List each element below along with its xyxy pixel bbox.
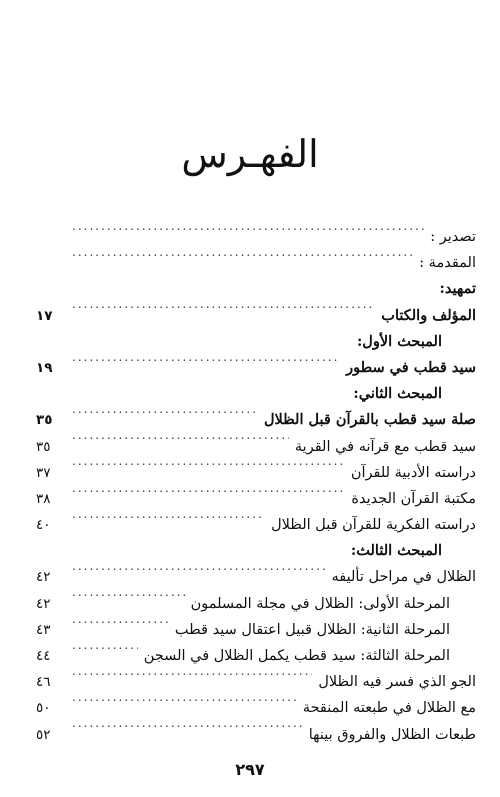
toc-entry-page: ١٧ bbox=[36, 307, 53, 324]
toc-entry-page: ٣٥ bbox=[36, 412, 53, 429]
toc-entry-page: ١٩ bbox=[36, 359, 53, 376]
dot-leader bbox=[72, 515, 265, 530]
page-number: ٢٩٧ bbox=[235, 760, 265, 779]
dot-leader bbox=[72, 567, 326, 582]
toc-entry-page: ٤٣ bbox=[36, 621, 51, 638]
table-of-contents bbox=[36, 224, 476, 748]
toc-entry[interactable] bbox=[36, 224, 476, 250]
toc-entry[interactable] bbox=[36, 669, 476, 695]
dot-leader bbox=[72, 410, 258, 425]
dot-leader bbox=[72, 227, 424, 242]
toc-entry[interactable] bbox=[36, 486, 476, 512]
toc-entry-label: الجو الذي فسر فيه الظلال bbox=[318, 674, 476, 691]
toc-entry-page: ٤٤ bbox=[36, 648, 51, 664]
toc-entry-page: ٤٦ bbox=[36, 674, 51, 691]
toc-entry-label: دراسته الأدبية للقرآن bbox=[350, 464, 476, 481]
toc-entry[interactable] bbox=[36, 250, 476, 276]
dot-leader bbox=[72, 436, 289, 451]
dot-leader bbox=[72, 593, 185, 608]
dot-leader bbox=[72, 646, 138, 661]
toc-entry-page: ٣٧ bbox=[36, 464, 51, 481]
toc-entry-label: طبعات الظلال والفروق بينها bbox=[308, 726, 476, 743]
page-title: الفهـرس bbox=[181, 132, 319, 176]
toc-entry-page: ٣٨ bbox=[36, 490, 51, 507]
toc-entry[interactable] bbox=[36, 355, 476, 381]
toc-section-heading: المبحث الثالث: bbox=[350, 542, 442, 560]
dot-leader bbox=[72, 357, 340, 372]
toc-entry-page: ٥٠ bbox=[36, 700, 51, 717]
toc-entry[interactable] bbox=[36, 695, 476, 721]
toc-entry-label: صلة سيد قطب بالقرآن قبل الظلال bbox=[263, 411, 476, 429]
toc-entry[interactable] bbox=[36, 722, 476, 748]
toc-section-heading: المبحث الثاني: bbox=[353, 385, 442, 403]
toc-entry[interactable] bbox=[36, 564, 476, 590]
toc-entry[interactable] bbox=[36, 591, 476, 617]
dot-leader bbox=[72, 672, 312, 687]
dot-leader bbox=[72, 724, 303, 739]
toc-entry[interactable] bbox=[36, 643, 476, 669]
toc-entry[interactable] bbox=[36, 407, 476, 433]
toc-section-heading: المبحث الأول: bbox=[356, 332, 442, 350]
dot-leader bbox=[72, 698, 297, 713]
dot-leader bbox=[72, 488, 345, 503]
toc-entry-label: المؤلف والكتاب bbox=[381, 306, 476, 324]
toc-entry[interactable] bbox=[36, 512, 476, 538]
toc-entry-label: سيد قطب مع قرآنه في القرية bbox=[294, 438, 476, 455]
toc-entry-label: دراسته الفكرية للقرآن قبل الظلال bbox=[271, 517, 476, 534]
toc-entry-label: تصدير : bbox=[430, 229, 476, 245]
toc-entry-page: ٥٢ bbox=[36, 726, 51, 743]
toc-entry[interactable] bbox=[36, 434, 476, 460]
toc-entry[interactable] bbox=[36, 303, 476, 329]
toc-entry-page: ٤٢ bbox=[36, 569, 51, 586]
toc-entry-label: المرحلة الأولى: الظلال في مجلة المسلمون bbox=[190, 595, 450, 612]
toc-entry-label: مع الظلال في طبعته المنقحة bbox=[302, 700, 476, 717]
toc-entry-page: ٤٠ bbox=[36, 517, 51, 534]
toc-entry[interactable] bbox=[36, 460, 476, 486]
toc-entry-label: المرحلة الثانية: الظلال قبيل اعتقال سيد قطب bbox=[174, 621, 450, 638]
dot-leader bbox=[72, 253, 413, 268]
dot-leader bbox=[72, 462, 345, 477]
toc-entry-page: ٤٢ bbox=[36, 595, 51, 612]
toc-entry-label: المرحلة الثالثة: سيد قطب يكمل الظلال في السجن bbox=[143, 648, 450, 664]
toc-entry-label: مكتبة القرآن الجديدة bbox=[351, 490, 476, 507]
toc-section-heading: تمهيد: bbox=[439, 280, 476, 298]
toc-entry-label: المقدمة : bbox=[419, 255, 476, 272]
dot-leader bbox=[72, 619, 169, 634]
dot-leader bbox=[72, 305, 375, 320]
toc-entry[interactable] bbox=[36, 617, 476, 643]
toc-entry-page: ٣٥ bbox=[36, 438, 51, 455]
toc-entry-label: الظلال في مراحل تأليفه bbox=[331, 569, 476, 586]
toc-entry-label: سيد قطب في سطور bbox=[346, 358, 476, 376]
